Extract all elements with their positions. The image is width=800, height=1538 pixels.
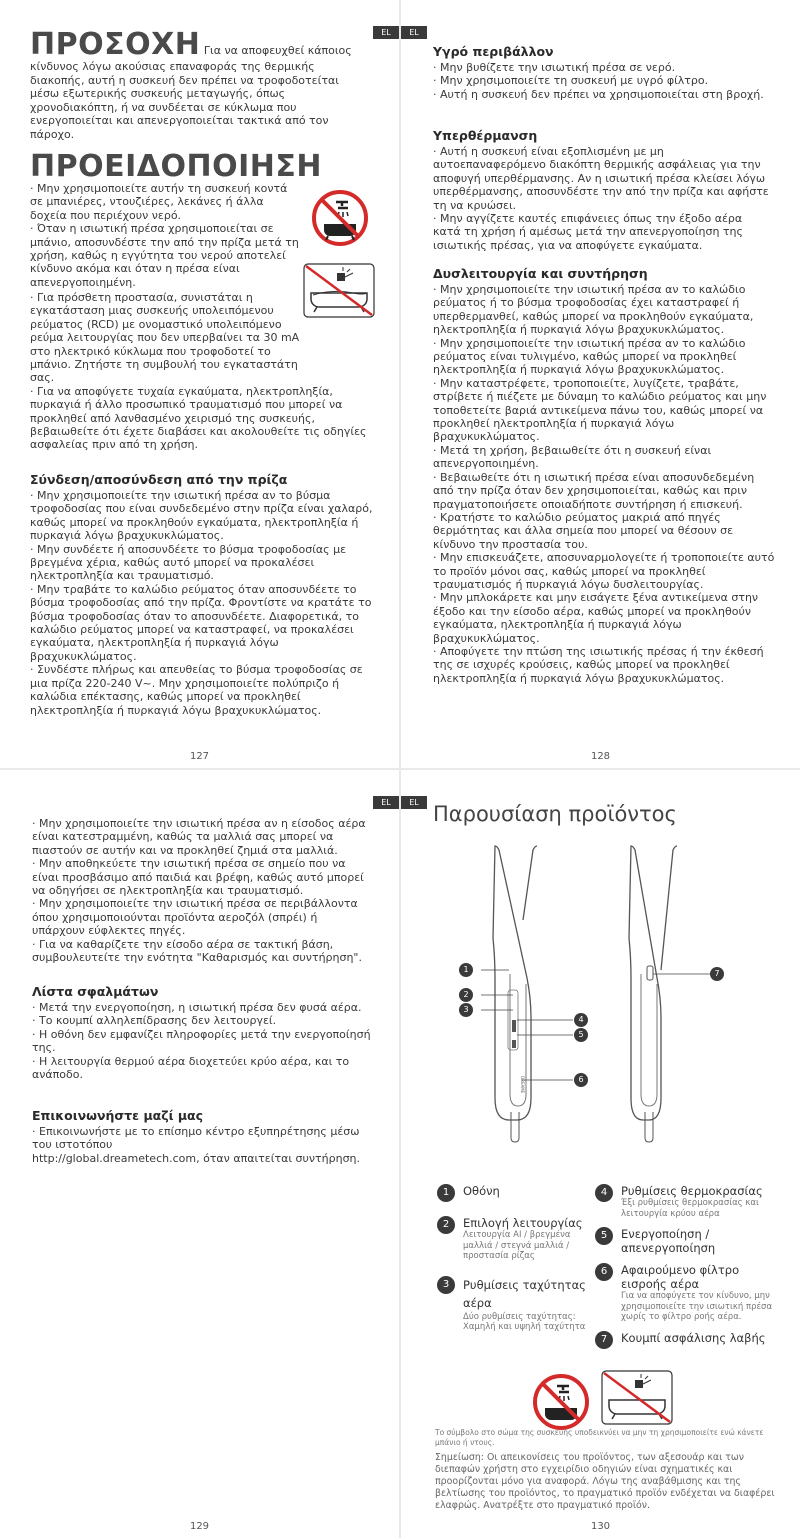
language-tag: EL [401,796,427,809]
legend-title: Οθόνη [463,1184,500,1198]
caution-title: ΠΡΟΕΙΔΟΠΟΙΗΣΗ [30,149,322,184]
legend-title: Ενεργοποίηση / απενεργοποίηση [621,1227,716,1255]
wet-item: · Μην βυθίζετε την ισιωτική πρέσα σε νερό. [433,61,676,74]
no-use-in-bath-icon [601,1370,673,1425]
contact-link[interactable]: http://global.dreametech.com, όταν απαιτείται συντήρηση. [32,1151,361,1165]
plug-section [30,472,376,717]
malfunction-item: · Αποφύγετε την πτώση της ισιωτικής πρέσας ή την έκθεσή της σε ισχυρές κρούσεις, καθώς μπορεί να προκληθεί ηλεκτροπληξία ή πυρκαγιά λόγω βραχυκυκλώματος. [433,644,764,685]
caution-item: · Όταν η ισιωτική πρέσα χρησιμοποιείται σε μπάνιο, αποσυνδέστε την από την πρίζα μετά τη χρήση, καθώς η εγγύτητα του νερού αποτελεί κίνδυνο ακόμα και όταν η πρέσα είναι απενεργοποιημένη. [30,222,299,289]
wet-item: · Αυτή η συσκευή δεν πρέπει να χρησιμοποιείται στη βροχή. [433,87,764,101]
error-item: · Η λειτουργία θερμού αέρα διοχετεύει κρύο αέρα, και το ανάποδο. [32,1054,350,1082]
wet-section [433,44,773,101]
legend-item [437,1276,587,1333]
contact-section [32,1108,372,1165]
legend-item [437,1216,587,1262]
callout-4: 4 [574,1013,588,1027]
malfunction-item: · Μην επισκευάζετε, αποσυναρμολογείτε ή τροποποιείτε αυτό το προϊόν μόνοι σας, καθώς μπορεί να προκληθεί τραυματισμός ή πυρκαγιά λόγω δυσλειτουργίας. [433,551,775,591]
warning-title: ΠΡΟΣΟΧΗ [30,27,201,62]
legend-title: Αφαιρούμενο φίλτρο εισροής αέρα [621,1263,740,1291]
overheat-section [433,128,773,252]
note-text: Σημείωση: Οι απεικονίσεις του προϊόντος, των αξεσουάρ και των διεπαφών χρήστη στο εγχειρίδιο οδηγιών είναι σχηματικές και προορίζονται μόνο για αναφορά. Λόγω της αναβάθμισης και της βελτίωσης του προϊόντος, το πραγματικό προϊόν ενδέχεται να διαφέρει ελαφρώς. Ανατρέξτε στο πραγματικό προϊόν. [435,1452,775,1511]
callout-6: 6 [574,1073,588,1087]
no-shower-bath-icon [531,1372,591,1432]
overheat-item: · Αυτή η συσκευή είναι εξοπλισμένη με μη αυτοεπαναφερόμενο διακόπτη θερμικής ασφάλειας για την αποφυγή υπερθέρμανσης. Αν η ισιωτική πρέσα κλείσει λόγω υπερθέρμανσης, αποσυνδέστε την από την πρίζα και αφήστε τη να κρυώσει. [433,145,769,212]
wet-title: Υγρό περιβάλλον [433,44,554,59]
no-shower-bath-icon [310,188,370,248]
legend-right [595,1184,785,1349]
legend-item [595,1227,785,1255]
product-overview-title: Παρουσίαση προϊόντος [433,802,677,826]
error-item: · Η οθόνη δεν εμφανίζει πληροφορίες μετά την ενεργοποίησή της. [32,1027,371,1055]
legend-number: 3 [437,1276,455,1294]
plug-item: · Μην τραβάτε το καλώδιο ρεύματος όταν αποσυνδέετε το βύσμα τροφοδοσίας από την πρίζα. Φροντίστε να κρατάτε το βύσμα τροφοδοσίας όταν το αποσυνδέετε. Διαφορετικά, το καλώδιο ρεύματος μπορεί να καταστραφεί, να προκαλέσει εγκαύματα, ηλεκτροπληξία ή πυρκαγιά λόγω βραχυκυκλώματος. [30,582,372,663]
plug-item: · Μην συνδέετε ή αποσυνδέετε το βύσμα τροφοδοσίας με βρεγμένα χέρια, καθώς αυτό μπορεί να προκαλέσει ηλεκτροπληξία και τραυματισμό. [30,542,347,583]
malfunction-item: · Μην καταστρέφετε, τροποποιείτε, λυγίζετε, τραβάτε, στρίβετε ή πιέζετε με δύναμη το καλώδιο ρεύματος και μην τοποθετείτε βαριά αντικείμενα πάνω του, καθώς μπορεί να προκληθεί ηλεκτροπληξία ή πυρκαγιά λόγω βραχυκυκλώματος. [433,376,767,444]
malfunction-item: · Βεβαιωθείτε ότι η ισιωτική πρέσα είναι αποσυνδεδεμένη από την πρίζα όταν δεν χρησιμοποιείται, καθώς και πριν πραγματοποιήσετε οποιαδήποτε συντήρηση ή επισκευή. [433,470,755,511]
warning-block [30,27,370,142]
language-tag: EL [373,26,399,39]
symbol-caption: Το σύμβολο στο σώμα της συσκευής υποδεικνύει να μην τη χρησιμοποιείτε ενώ κάνετε μπάνιο ή ντους. [435,1428,764,1447]
page-number: 129 [189,1521,210,1532]
language-tag: EL [373,796,399,809]
malfunction-item: · Κρατήστε το καλώδιο ρεύματος μακριά από πηγές θερμότητας και άλλα σημεία που μπορεί να θέσουν σε κίνδυνο την προστασία του. [433,510,734,551]
contact-item: · Επικοινωνήστε με το επίσημο κέντρο εξυπηρέτησης μέσω του ιστοτόπου [32,1125,360,1152]
legend-item [595,1331,785,1349]
overheat-item: · Μην αγγίζετε καυτές επιφάνειες όπως την έξοδο αέρα κατά τη χρήση ή αμέσως μετά την απενεργοποίηση της ισιωτικής πρέσας, για να αποφύγετε εγκαύματα. [433,212,743,252]
error-item: · Μετά την ενεργοποίηση, η ισιωτική πρέσα δεν φυσά αέρα. [32,1001,362,1014]
plug-item: · Μην χρησιμοποιείτε την ισιωτική πρέσα αν το βύσμα τροφοδοσίας που είναι συνδεδεμένο στην πρίζα είναι χαλαρό, καθώς μπορεί να προκληθούν εγκαύματα, ηλεκτροπληξία ή πυρκαγιά λόγω βραχυκυκλώματος. [30,489,373,543]
legend-title: Ρυθμίσεις θερμοκρασίας [621,1184,763,1198]
brand-label: DREAME [520,1076,525,1094]
malfunction-item: · Μην χρησιμοποιείτε την ισιωτική πρέσα αν το καλώδιο ρεύματος είναι τυλιγμένο, καθώς μπορεί να προκληθεί ηλεκτροπληξία ή πυρκαγιά λόγω βραχυκυκλώματος. [433,336,746,377]
overheat-title: Υπερθέρμανση [433,128,538,143]
malfunction-item: · Μην χρησιμοποιείτε την ισιωτική πρέσα αν το καλώδιο ρεύματος ή το βύσμα τροφοδοσίας έχει καταστραφεί ή υπερθερμανθεί, καθώς μπορεί να προκληθούν εγκαύματα, ηλεκτροπληξία ή πυρκαγιά λόγω βραχυκυκλώματος. [433,283,754,337]
legend-subtitle: Για να αποφύγετε τον κίνδυνο, μην χρησιμοποιείτε την ισιωτική πρέσα χωρίς το φίλτρο ροής αέρα. [621,1291,773,1322]
error-item: · Το κουμπί αλληλεπίδρασης δεν λειτουργεί. [32,1014,277,1028]
legend-subtitle: Έξι ρυθμίσεις θερμοκρασίας και λειτουργία κρύου αέρα [621,1198,759,1219]
legend-item [437,1184,587,1202]
legend-number: 4 [595,1184,613,1202]
cont-item: · Μην αποθηκεύετε την ισιωτική πρέσα σε σημείο που να είναι προσβάσιμο από παιδιά και βρέφη, καθώς αυτό μπορεί να οδηγήσει σε ηλεκτροπληξία και τραυματισμό. [32,857,364,898]
legend-item [595,1263,785,1323]
plug-item: · Συνδέστε πλήρως και απευθείας το βύσμα τροφοδοσίας σε μια πρίζα 220-240 V~. Μην χρησιμοποιείτε πολύπριζο ή καλώδια επέκτασης, καθώς μπορεί να προκληθεί ηλεκτροπληξία ή πυρκαγιά λόγω βραχυκυκλώματος. [30,663,363,717]
malfunction-item: · Μετά τη χρήση, βεβαιωθείτε ότι η συσκευή είναι απενεργοποιημένη. [433,443,712,471]
caution-item: · Για πρόσθετη προστασία, συνιστάται η εγκατάσταση μιας συσκευής υπολειπόμενου ρεύματος (RCD) με ονομαστικό υπολειπόμενο ρεύμα λειτουργίας που δεν υπερβαίνει τα 30 mA στο ηλεκτρικό κύκλωμα που τροφοδοτεί το μπάνιο. Ζητήστε τη συμβουλή του εγκαταστάτη σας. [30,291,300,385]
errors-title: Λίστα σφαλμάτων [32,984,159,999]
page-130 [401,770,800,1538]
legend-number: 1 [437,1184,455,1202]
legend-number: 6 [595,1263,613,1281]
plug-title: Σύνδεση/αποσύνδεση από την πρίζα [30,472,288,487]
malfunction-section [433,266,775,685]
legend-left [437,1184,587,1333]
wet-item: · Μην χρησιμοποιείτε τη συσκευή με υγρό φίλτρο. [433,74,709,88]
cont-item: · Μην χρησιμοποιείτε την ισιωτική πρέσα αν η είσοδος αέρα είναι κατεστραμμένη, καθώς τα μαλλιά σας μπορεί να πιαστούν σε αυτήν και να προκληθεί ζημιά στα μαλλιά. [32,817,366,857]
legend-number: 2 [437,1216,455,1234]
legend-title: Επιλογή λειτουργίας [463,1216,583,1230]
caution-list [30,182,300,289]
cont-item: · Για να καθαρίζετε την είσοδο αέρα σε τακτική βάση, συμβουλευτείτε την ενότητα "Καθαρισμός και συντήρηση". [32,937,362,965]
contact-title: Επικοινωνήστε μαζί μας [32,1108,204,1123]
legend-item [595,1184,785,1219]
warning-text: Για να αποφευχθεί κάποιος κίνδυνος λόγω ακούσιας επαναφοράς της θερμικής διακοπής, αυτή η συσκευή δεν πρέπει να τροφοδοτείται μέσω εξωτερικής συσκευής μεταγωγής, όπως χρονοδιακόπτη, ή να συνδέεται σε κύκλωμα που ενεργοποιείται και απενεργοποιείται τακτικά από τον πάροχο. [30,44,352,141]
language-tag: EL [401,26,427,39]
page-128 [401,0,800,768]
callout-5: 5 [574,1028,588,1042]
callout-2: 2 [459,988,473,1002]
page-127 [0,0,399,768]
continued-list [32,817,372,964]
page-number: 130 [590,1521,611,1532]
hair-straightener-diagram [481,842,731,1172]
cont-item: · Μην χρησιμοποιείτε την ισιωτική πρέσα σε περιβάλλοντα όπου χρησιμοποιούνται προϊόντα αεροζόλ (σπρέι) ή υπάρχουν εύφλεκτες πηγές. [32,897,358,938]
legend-subtitle: Δύο ρυθμίσεις ταχύτητας: Χαμηλή και υψηλή ταχύτητα [463,1311,586,1332]
no-use-in-bath-icon [303,263,375,318]
page-129 [0,770,399,1538]
legend-title: Ρυθμίσεις ταχύτητας αέρα [463,1277,586,1310]
page-number: 127 [189,751,210,762]
legend-title: Κουμπί ασφάλισης λαβής [621,1330,766,1345]
malfunction-item: · Μην μπλοκάρετε και μην εισάγετε ξένα αντικείμενα στην έξοδο και την είσοδο αέρα, καθώς μπορεί να προκληθούν εγκαύματα, ηλεκτροπληξία ή πυρκαγιά λόγω βραχυκυκλώματος. [433,591,759,645]
callout-7: 7 [710,967,724,981]
callout-1: 1 [459,963,473,977]
errors-section [32,984,372,1081]
malfunction-title: Δυσλειτουργία και συντήρηση [433,266,648,281]
legend-number: 7 [595,1331,613,1349]
caution-item: · Μην χρησιμοποιείτε αυτήν τη συσκευή κοντά σε μπανιέρες, ντουζιέρες, λεκάνες ή άλλα δοχεία που περιέχουν νερό. [30,182,288,222]
legend-subtitle: Λειτουργία AI / βρεγμένα μαλλιά / στεγνά μαλλιά / προστασία ρίζας [463,1230,571,1261]
page-number: 128 [590,751,611,762]
caution-item: · Για να αποφύγετε τυχαία εγκαύματα, ηλεκτροπληξία, πυρκαγιά ή άλλο προσωπικό τραυματισμό που μπορεί να προκληθεί από λανθασμένο χειρισμό της συσκευής, βεβαιωθείτε ότι έχετε διαβάσει και ακολουθείτε τις οδηγίες ασφαλείας πριν από τη χρήση. [30,384,367,452]
legend-number: 5 [595,1227,613,1245]
callout-3: 3 [459,1003,473,1017]
